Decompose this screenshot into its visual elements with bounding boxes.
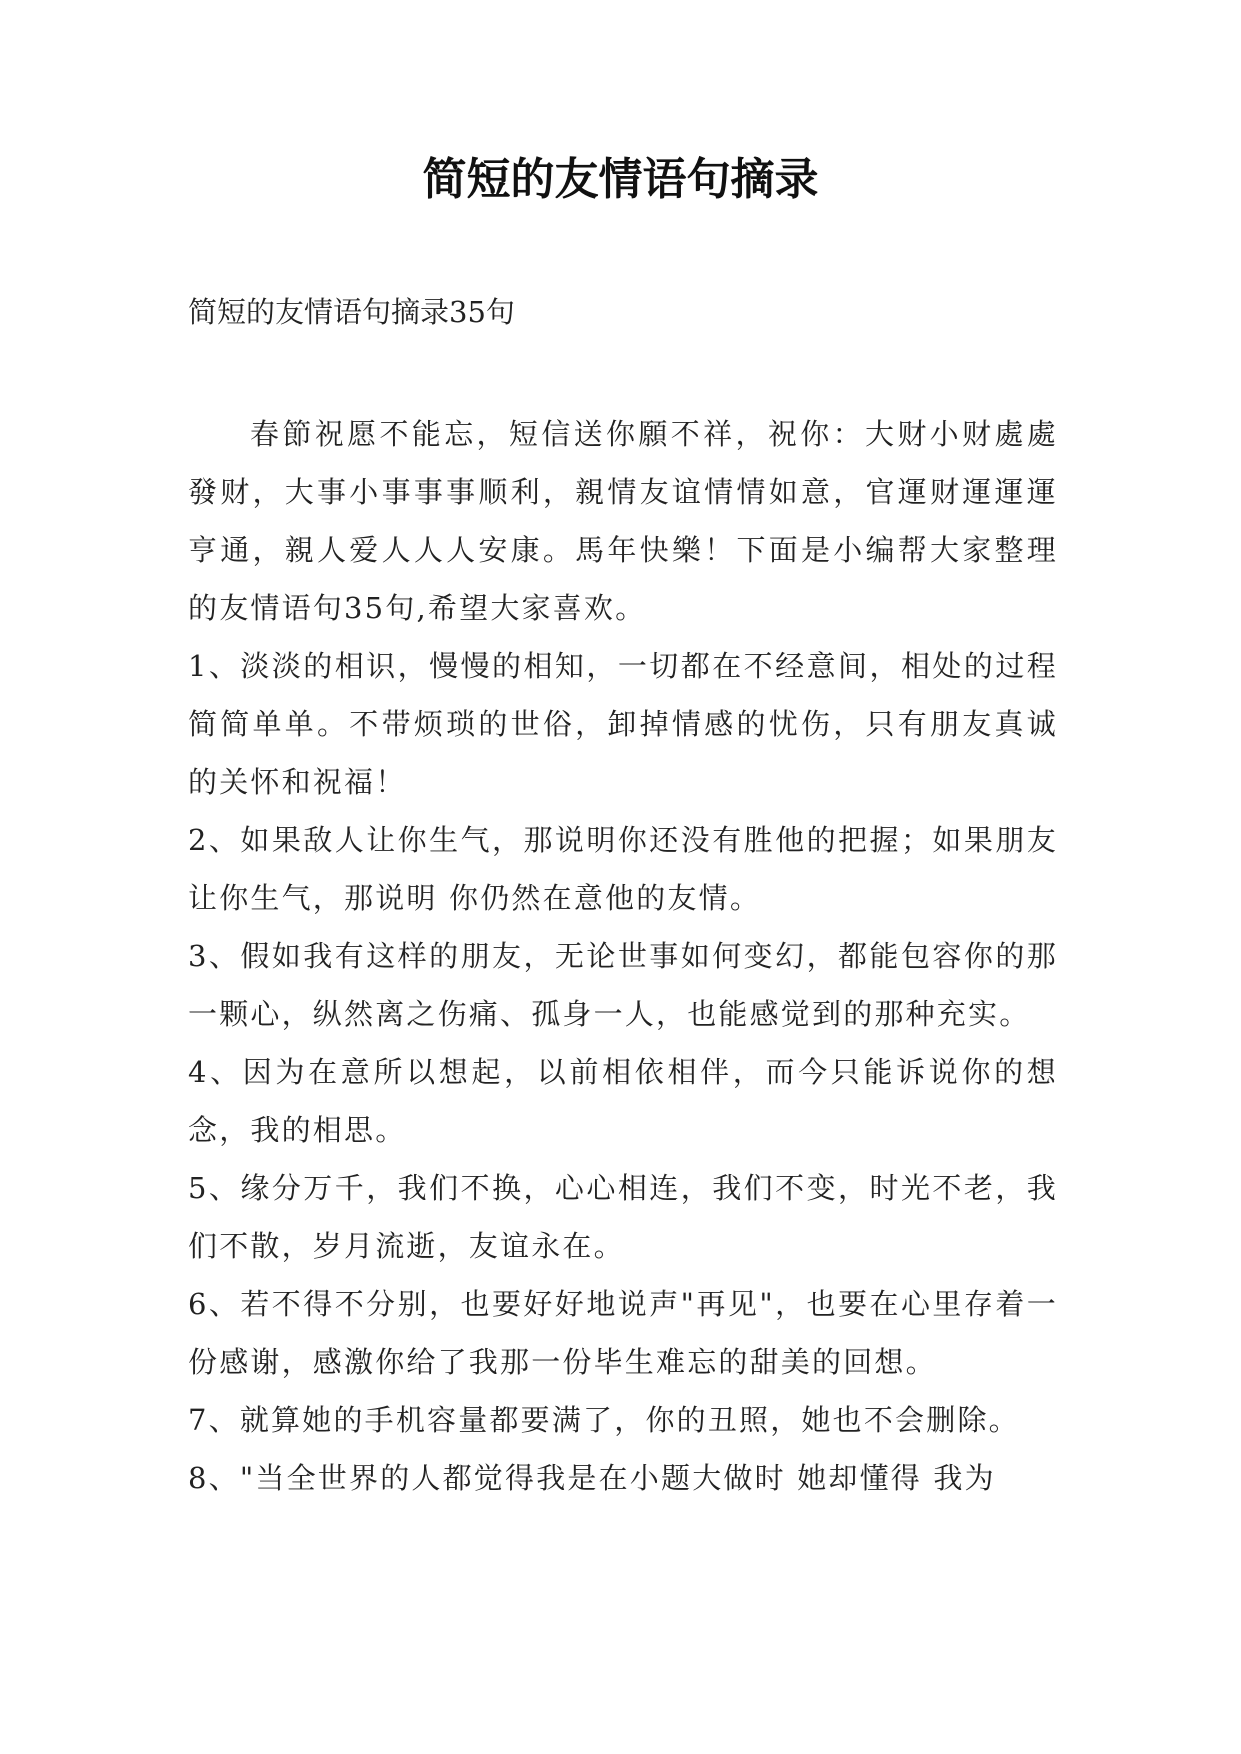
list-item: 1、淡淡的相识，慢慢的相知，一切都在不经意间，相处的过程简简单单。不带烦琐的世俗，卸掉情感的忧伤，只有朋友真诚的关怀和祝福！: [188, 649, 1058, 799]
list-item: 8、"当全世界的人都觉得我是在小题大做时 她却懂得 我为: [188, 1461, 996, 1495]
document-subtitle: 简短的友情语句摘录35句: [188, 295, 515, 329]
intro-paragraph: 春節祝愿不能忘，短信送你願不祥，祝你：大财小财處處發财，大事小事事事顺利，親情友谊情情如意，官運财運運運亨通，親人爱人人人安康。馬年快樂！下面是小编帮大家整理的友情语句35句,希望大家喜欢。: [188, 417, 1058, 625]
list-item: 4、因为在意所以想起，以前相依相伴，而今只能诉说你的想念，我的相思。: [188, 1055, 1058, 1147]
list-item: 3、假如我有这样的朋友，无论世事如何变幻，都能包容你的那一颗心，纵然离之伤痛、孤身一人，也能感觉到的那种充实。: [188, 939, 1058, 1031]
list-item: 7、就算她的手机容量都要满了，你的丑照，她也不会删除。: [188, 1403, 1020, 1437]
list-item: 6、若不得不分别，也要好好地说声"再见"，也要在心里存着一份感谢，感激你给了我那一份毕生难忘的甜美的回想。: [188, 1287, 1058, 1379]
document-title: 简短的友情语句摘录: [422, 154, 819, 205]
list-item: 2、如果敌人让你生气，那说明你还没有胜他的把握；如果朋友让你生气，那说明 你仍然在意他的友情。: [188, 823, 1058, 915]
document-body: [188, 405, 1058, 1507]
list-item: 5、缘分万千，我们不换，心心相连，我们不变，时光不老，我们不散，岁月流逝，友谊永在。: [188, 1171, 1058, 1263]
